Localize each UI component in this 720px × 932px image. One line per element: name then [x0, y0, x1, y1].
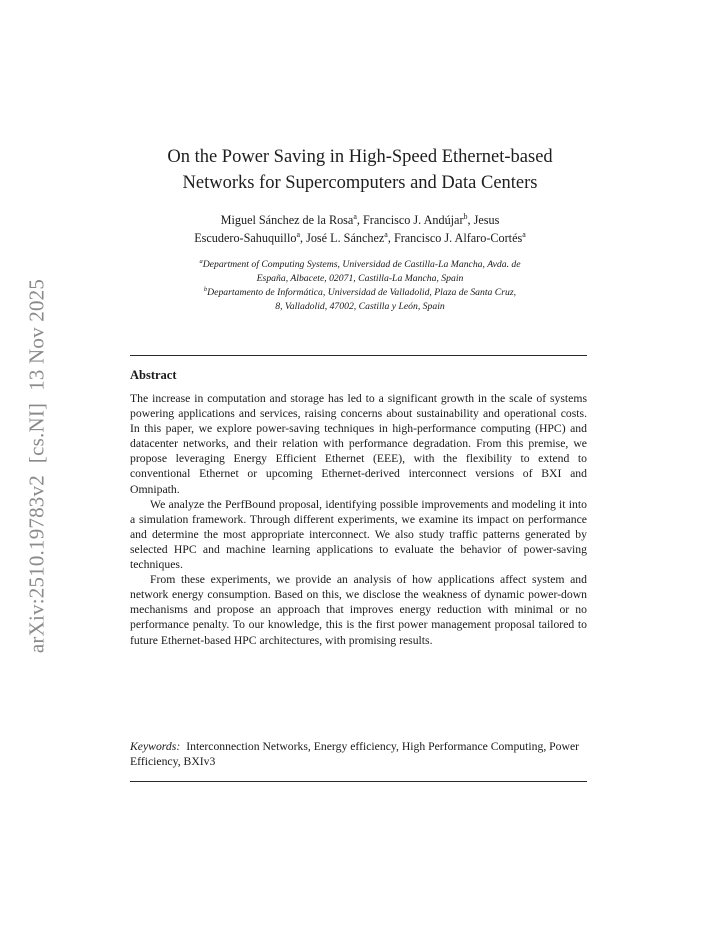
author-name: José L. Sánchez: [306, 231, 385, 245]
keywords-label: Keywords:: [130, 740, 181, 753]
author-affiliation-mark: a: [384, 230, 388, 239]
title-line-2: Networks for Supercomputers and Data Centers: [182, 173, 538, 193]
abstract-heading: Abstract: [130, 368, 177, 382]
affiliation-a-line-1: [130, 258, 590, 272]
abstract-bottom-rule: [130, 781, 587, 782]
author-separator: ,: [387, 231, 394, 245]
author-line-1: [120, 211, 600, 229]
arxiv-side-stamp: [25, 279, 50, 653]
author-affiliation-mark: a: [296, 230, 300, 239]
affiliation-text: Department of Computing Systems, Universidad de Castilla-La Mancha, Avda. de: [202, 259, 521, 270]
author-name: Jesus: [473, 213, 500, 227]
affiliation-mark: a: [199, 258, 203, 265]
author-name: Miguel Sánchez de la Rosa: [220, 213, 354, 227]
affiliation-mark: b: [203, 286, 208, 293]
arxiv-date: 13 Nov 2025: [24, 278, 49, 391]
author-separator: ,: [467, 213, 474, 227]
author-affiliation-mark: a: [522, 230, 526, 239]
author-list: [120, 211, 600, 247]
affiliation-a-line-2: España, Albacete, 02071, Castilla-La Mancha, Spain: [256, 273, 464, 284]
abstract-top-rule: [130, 355, 587, 356]
author-affiliation-mark: b: [463, 212, 468, 221]
author-name: Escudero-Sahuquillo: [194, 231, 297, 245]
affiliation-b-line-2: 8, Valladolid, 47002, Castilla y León, Spain: [275, 301, 445, 312]
arxiv-category: [cs.NI]: [24, 402, 49, 464]
arxiv-id: arXiv:2510.19783v2: [24, 475, 49, 654]
abstract-paragraph-2: We analyze the PerfBound proposal, identifying possible improvements and modeling it into a simulation framework. Through different experiments, we examine its impact on performance and determine the most appropriate interconnect. We also study traffic patterns generated by selected HPC and machine learning applications to evaluate the behavior of power-saving techniques.: [130, 497, 587, 572]
keywords-text: Interconnection Networks, Energy efficiency, High Performance Computing, Power Efficiency, BXIv3: [130, 740, 580, 769]
author-name: Francisco J. Alfaro-Cortés: [393, 231, 523, 245]
paper-title: [110, 144, 610, 196]
keywords: [130, 739, 587, 769]
affiliation-b-line-1: [130, 286, 590, 300]
author-affiliation-mark: a: [353, 212, 357, 221]
author-separator: ,: [300, 231, 307, 245]
affiliations: [130, 258, 590, 314]
affiliation-text: Departamento de Informática, Universidad de Valladolid, Plaza de Santa Cruz,: [207, 287, 517, 298]
author-name: Francisco J. Andújar: [362, 213, 464, 227]
title-line-1: On the Power Saving in High-Speed Ethernet-based: [167, 147, 553, 167]
abstract-paragraph-3: From these experiments, we provide an analysis of how applications affect system and network energy consumption. Based on this, we disclose the weakness of dynamic power-down mechanisms and propose an approach that improves energy reduction with minimal or no performance penalty. To our knowledge, this is the first power management proposal tailored to future Ethernet-based HPC architectures, with promising results.: [130, 573, 587, 647]
abstract-paragraph-1: The increase in computation and storage has led to a significant growth in the scale of systems powering applications and services, raising concerns about sustainability and operational costs. In this paper, we explore power-saving techniques in high-performance computing (HPC) and datacenter networks, and their relation with performance degradation. From this premise, we propose leveraging Energy Efficient Ethernet (EEE), with the flexibility to extend to conventional Ethernet or upcoming Ethernet-derived interconnect versions of BXI and Omnipath.: [130, 392, 587, 496]
author-separator: ,: [356, 213, 363, 227]
abstract-body: [130, 391, 587, 648]
author-line-2: [120, 229, 600, 247]
